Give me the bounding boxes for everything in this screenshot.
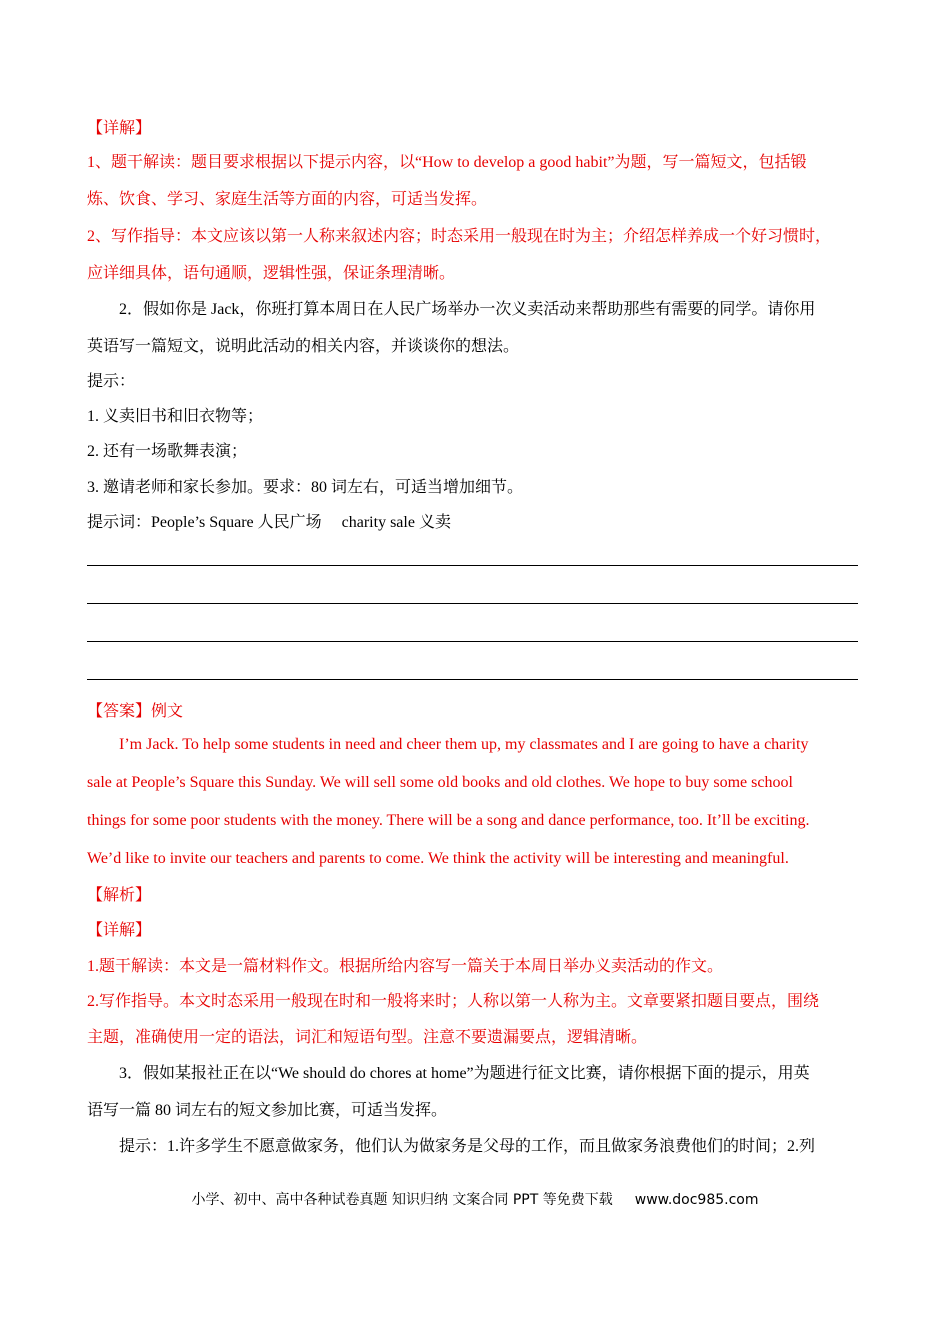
question3-hint-line1: 提示：1.许多学生不愿意做家务，他们认为做家务是父母的工作，而且做家务浪费他们的时间；2.列: [119, 1138, 816, 1155]
answer-text-line2: sale at People’s Square this Sunday. We will sell some old books and old clothes. We hope to buy some school: [87, 774, 793, 791]
question2-prompt-line2: 英语写一篇短文，说明此活动的相关内容，并谈谈你的想法。: [87, 338, 520, 355]
answer-text-line4: We’d like to invite our teachers and parents to come. We think the activity will be interesting and meaningful.: [87, 850, 789, 867]
answer-label: 【答案】例文: [87, 703, 184, 720]
answer-blank-line-3: [87, 641, 858, 642]
footer-url[interactable]: www.doc985.com: [634, 1192, 759, 1208]
question2-prompt-line1: 2．假如你是 Jack，你班打算本周日在人民广场举办一次义卖活动来帮助那些有需要的同学。请你用: [119, 301, 816, 318]
question2-hint2: 2. 还有一场歌舞表演；: [87, 443, 248, 460]
analysis-heading: 【解析】: [87, 887, 152, 904]
analysis-point1-line1: 1、题干解读：题目要求根据以下提示内容，以“How to develop a good habit”为题，写一篇短文，包括锻: [87, 154, 807, 171]
analysis-point1-line2: 炼、饮食、学习、家庭生活等方面的内容，可适当发挥。: [87, 191, 488, 208]
detail-heading-2: 【详解】: [87, 922, 152, 939]
analysis-point2-line1: 2、写作指导：本文应该以第一人称来叙述内容；时态采用一般现在时为主；介绍怎样养成一个好习惯时，: [87, 228, 832, 245]
question3-prompt-line1: 3．假如某报社正在以“We should do chores at home”为题进行征文比赛，请你根据下面的提示，用英: [119, 1065, 810, 1082]
question2-hint1: 1. 义卖旧书和旧衣物等；: [87, 408, 264, 425]
answer-blank-line-2: [87, 603, 858, 604]
answer-text-line3: things for some poor students with the money. There will be a song and dance performance, too. It’ll be exciting.: [87, 812, 810, 829]
question2-keywords: 提示词：People’s Square 人民广场 charity sale 义卖: [87, 514, 451, 531]
answer-blank-line-1: [87, 565, 858, 566]
q2-analysis-point2-line1: 2.写作指导。本文时态采用一般现在时和一般将来时；人称以第一人称为主。文章要紧扣题目要点，围绕: [87, 993, 820, 1010]
q2-analysis-point1: 1.题干解读：本文是一篇材料作文。根据所给内容写一篇关于本周日举办义卖活动的作文。: [87, 958, 724, 975]
analysis-point2-line2: 应详细具体，语句通顺，逻辑性强，保证条理清晰。: [87, 265, 456, 282]
question2-hint3: 3. 邀请老师和家长参加。要求：80 词左右，可适当增加细节。: [87, 479, 524, 496]
page-footer: [0, 1189, 950, 1211]
question2-hint-label: 提示：: [87, 373, 136, 390]
footer-text: 小学、初中、高中各种试卷真题 知识归纳 文案合同 PPT 等免费下载: [191, 1192, 613, 1208]
answer-text-line1: I’m Jack. To help some students in need and cheer them up, my classmates and I are going to have a charity: [119, 736, 809, 753]
detail-heading-1: 【详解】: [87, 120, 152, 137]
answer-blank-line-4: [87, 679, 858, 680]
question3-prompt-line2: 语写一篇 80 词左右的短文参加比赛，可适当发挥。: [87, 1102, 448, 1119]
q2-analysis-point2-line2: 主题，准确使用一定的语法，词汇和短语句型。注意不要遗漏要点，逻辑清晰。: [87, 1029, 648, 1046]
